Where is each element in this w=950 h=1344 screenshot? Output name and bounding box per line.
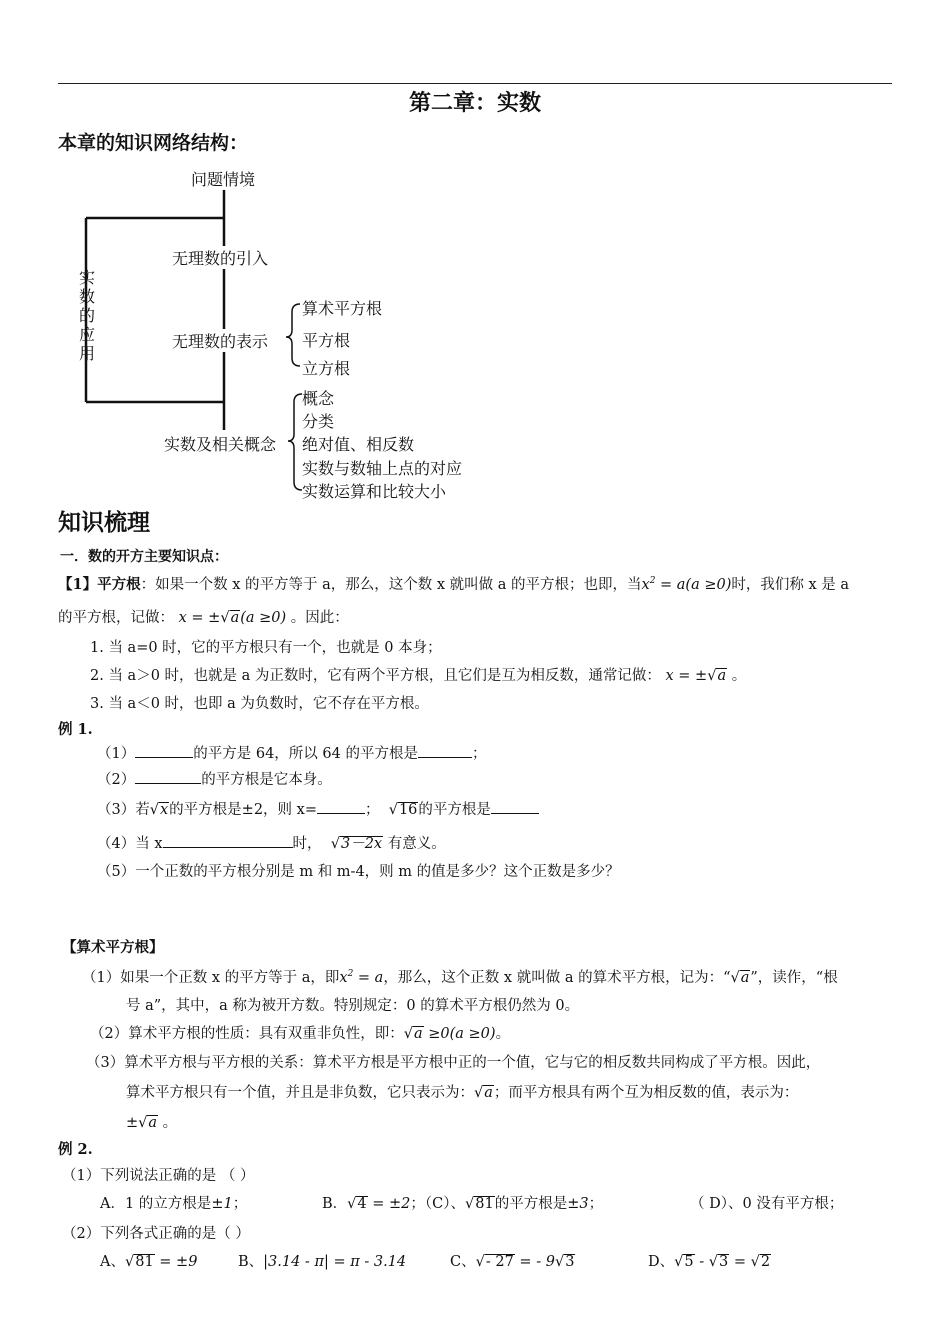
example2-q2: （2）下列各式正确的是（ ） bbox=[62, 1226, 250, 1242]
example2-label: 例 2. bbox=[58, 1141, 93, 1158]
diagram-node-introduction: 无理数的引入 bbox=[172, 246, 268, 269]
diagram-node-concepts: 实数及相关概念 bbox=[164, 432, 276, 455]
arith-p3-line3: ±√a 。 bbox=[126, 1115, 178, 1131]
example1-label: 例 1. bbox=[58, 721, 93, 738]
diagram-node-representation: 无理数的表示 bbox=[172, 329, 268, 352]
example2-q2-option-a: A、√81 = ±9 bbox=[100, 1254, 198, 1270]
example2-q2-option-d: D、√5 - √3 = √2 bbox=[648, 1254, 771, 1270]
diagram-item-number-line: 实数与数轴上点的对应 bbox=[302, 459, 463, 478]
diagram-item-cbrt: 立方根 bbox=[302, 359, 351, 378]
summary-heading: 知识梳理 bbox=[58, 509, 150, 536]
arith-p3-line1: （3）算术平方根与平方根的关系：算术平方根是平方根中正的一个值，它与它的相反数共同构成了平方根。因此， bbox=[86, 1055, 821, 1071]
example1-q5: （5）一个正数的平方根分别是 m 和 m-4，则 m 的值是多少？这个正数是多少？ bbox=[97, 864, 620, 880]
example1-q2: （2） 的平方根是它本身。 bbox=[97, 768, 332, 789]
diagram-item-classification: 分类 bbox=[302, 412, 335, 431]
diagram-side-label: 实 数 的 应 用 bbox=[78, 268, 95, 363]
diagram-item-concept: 概念 bbox=[302, 389, 335, 408]
sqrt-case-1: 1. 当 a=0 时，它的平方根只有一个，也就是 0 本身； bbox=[90, 640, 442, 656]
example2-q1: （1）下列说法正确的是 （ ） bbox=[62, 1168, 255, 1184]
example1-q4: （4）当 x 时， √3－2x 有意义。 bbox=[97, 832, 446, 853]
arith-p2: （2）算术平方根的性质：具有双重非负性，即：√a ≥0(a ≥0)。 bbox=[90, 1026, 511, 1042]
arith-p1-line2: 号 a”，其中，a 称为被开方数。特别规定：0 的算术平方根仍然为 0。 bbox=[126, 998, 580, 1014]
sqrt-definition-line2: 的平方根，记做： x = ±√a(a ≥0) 。因此： bbox=[58, 610, 349, 626]
section1-heading: 一．数的开方主要知识点： bbox=[60, 549, 228, 565]
sqrt-case-3: 3. 当 a＜0 时，也即 a 为负数时，它不存在平方根。 bbox=[90, 696, 429, 712]
arith-heading: 【算术平方根】 bbox=[62, 939, 164, 956]
diagram-item-operations: 实数运算和比较大小 bbox=[302, 482, 447, 501]
example1-q1: （1） 的平方是 64，所以 64 的平方根是 ； bbox=[97, 742, 486, 763]
sqrt-definition-line1: 【1】平方根：如果一个数 x 的平方等于 a，那么，这个数 x 就叫做 a 的平方根；也即，当$x^2 = a(a \ge 0)$时，我们称 x 是 a bbox=[58, 576, 850, 593]
sqrt-case-2: 2. 当 a＞0 时，也就是 a 为正数时，它有两个平方根，且它们是互为相反数，通常记做： x = ±√a 。 bbox=[90, 668, 747, 684]
example2-q2-option-b: B、|3.14 - π| = π - 3.14 bbox=[238, 1254, 407, 1270]
diagram-item-sqrt: 平方根 bbox=[302, 331, 351, 350]
network-heading: 本章的知识网络结构： bbox=[58, 132, 249, 154]
diagram-item-absolute-value: 绝对值、相反数 bbox=[302, 435, 415, 454]
diagram-node-scenario: 问题情境 bbox=[191, 170, 256, 189]
example2-q1-option-d: （ D）、0 没有平方根； bbox=[690, 1196, 844, 1212]
arith-p3-line2: 算术平方根只有一个值，并且是非负数，它只表示为：√a；而平方根具有两个互为相反数的值，表示为： bbox=[126, 1085, 799, 1101]
page-title: 第二章：实数 bbox=[408, 90, 541, 116]
diagram-item-arith-sqrt: 算术平方根 bbox=[302, 299, 383, 318]
example2-q2-option-c: C、√- 27 = - 9√3 bbox=[450, 1254, 575, 1270]
example2-q1-option-b-c: B．√4 = ±2；（C）、√81的平方根是±3； bbox=[322, 1196, 604, 1212]
knowledge-network-diagram bbox=[0, 0, 950, 510]
example2-q1-option-a: A．1 的立方根是±1； bbox=[100, 1196, 248, 1212]
example1-q3: （3）若√x的平方根是±2，则 x= ； √16的平方根是 bbox=[97, 798, 539, 819]
arith-p1-line1: （1）如果一个正数 x 的平方等于 a，即$x^2 = a$，那么，这个正数 x 就叫做 a 的算术平方根，记为：“√a”，读作，“根 bbox=[82, 969, 838, 986]
